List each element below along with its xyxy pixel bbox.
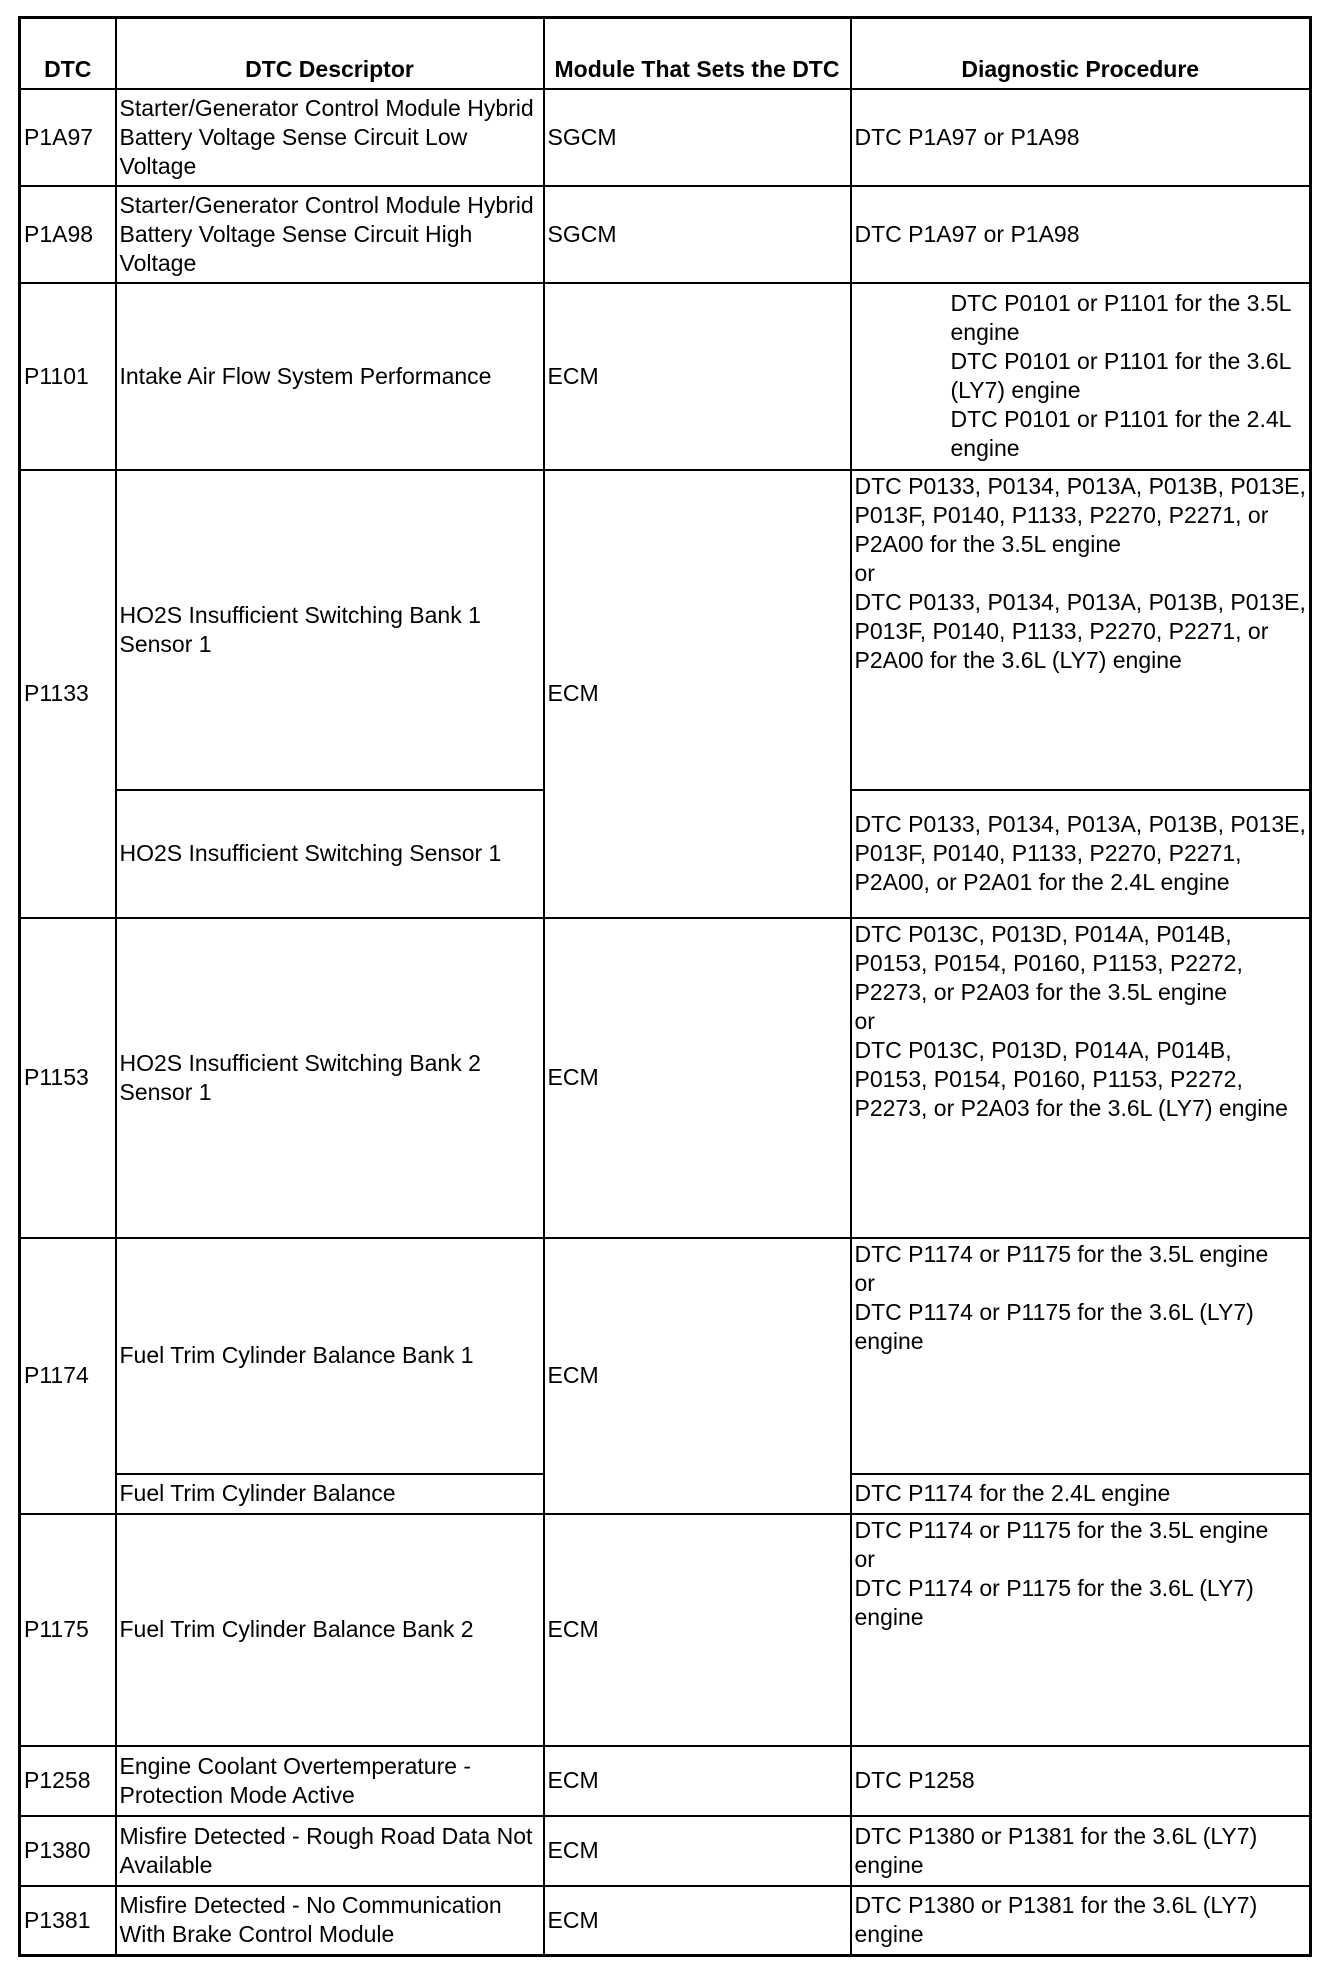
dtc-module: ECM — [544, 1746, 851, 1816]
dtc-module: ECM — [544, 1514, 851, 1746]
procedure-or: or — [854, 1007, 875, 1034]
dtc-code: P1A98 — [20, 186, 116, 283]
procedure-text: DTC P1174 or P1175 for the 3.5L engine — [854, 1516, 1269, 1543]
procedure-or: or — [854, 1269, 875, 1296]
procedure-text: DTC P0133, P0134, P013A, P013B, P013E, P013F, P0140, P1133, P2270, P2271, or P2A00 for the 3.5L engine — [854, 472, 1306, 557]
dtc-code: P1133 — [20, 470, 116, 918]
dtc-descriptor: HO2S Insufficient Switching Sensor 1 — [116, 790, 544, 918]
header-procedure: Diagnostic Procedure — [851, 18, 1311, 89]
table-row — [20, 89, 1311, 186]
dtc-module: ECM — [544, 1816, 851, 1886]
table-row — [20, 1746, 1311, 1816]
dtc-module: ECM — [544, 918, 851, 1238]
procedure-or: or — [854, 559, 875, 586]
dtc-code: P1381 — [20, 1886, 116, 1956]
dtc-procedure — [851, 1238, 1311, 1474]
procedure-text: DTC P1174 or P1175 for the 3.6L (LY7) engine — [854, 1298, 1254, 1354]
dtc-code: P1380 — [20, 1816, 116, 1886]
procedure-text: DTC P0133, P0134, P013A, P013B, P013E, P013F, P0140, P1133, P2270, P2271, or P2A00 for the 3.6L (LY7) engine — [854, 588, 1306, 673]
dtc-descriptor: Starter/Generator Control Module Hybrid Battery Voltage Sense Circuit High Voltage — [116, 186, 544, 283]
dtc-table — [18, 16, 1312, 1957]
procedure-text: DTC P1174 or P1175 for the 3.6L (LY7) engine — [854, 1574, 1254, 1630]
table-row — [20, 283, 1311, 470]
table-row — [20, 470, 1311, 790]
table-row — [20, 1816, 1311, 1886]
dtc-code: P1174 — [20, 1238, 116, 1514]
table-row — [20, 1886, 1311, 1956]
dtc-procedure — [851, 1514, 1311, 1746]
dtc-procedure: DTC P1380 or P1381 for the 3.6L (LY7) engine — [851, 1816, 1311, 1886]
dtc-procedure: DTC P0133, P0134, P013A, P013B, P013E, P013F, P0140, P1133, P2270, P2271, P2A00, or P2A01 for the 2.4L engine — [851, 790, 1311, 918]
dtc-module: SGCM — [544, 186, 851, 283]
dtc-code: P1175 — [20, 1514, 116, 1746]
dtc-procedure: DTC P1A97 or P1A98 — [851, 186, 1311, 283]
dtc-procedure — [851, 918, 1311, 1238]
dtc-procedure: DTC P1380 or P1381 for the 3.6L (LY7) engine — [851, 1886, 1311, 1956]
dtc-module: ECM — [544, 1238, 851, 1514]
procedure-or: or — [854, 1545, 875, 1572]
procedure-item: DTC P0101 or P1101 for the 2.4L engine — [950, 406, 1291, 461]
dtc-descriptor: Intake Air Flow System Performance — [116, 283, 544, 470]
procedure-text: DTC P013C, P013D, P014A, P014B, P0153, P0154, P0160, P1153, P2272, P2273, or P2A03 for the 3.6L (LY7) engine — [854, 1036, 1288, 1121]
dtc-descriptor: Fuel Trim Cylinder Balance — [116, 1474, 544, 1514]
table-row — [20, 1514, 1311, 1746]
procedure-text: DTC P1174 or P1175 for the 3.5L engine — [854, 1240, 1269, 1267]
dtc-procedure: DTC P1A97 or P1A98 — [851, 89, 1311, 186]
dtc-procedure: DTC P1174 for the 2.4L engine — [851, 1474, 1311, 1514]
header-descriptor: DTC Descriptor — [116, 18, 544, 89]
dtc-descriptor: HO2S Insufficient Switching Bank 1 Sensor 1 — [116, 470, 544, 790]
dtc-descriptor: Fuel Trim Cylinder Balance Bank 1 — [116, 1238, 544, 1474]
dtc-descriptor: Misfire Detected - No Communication With Brake Control Module — [116, 1886, 544, 1956]
dtc-procedure — [851, 470, 1311, 790]
table-row — [20, 1238, 1311, 1474]
header-dtc: DTC — [20, 18, 116, 89]
dtc-descriptor: Misfire Detected - Rough Road Data Not Available — [116, 1816, 544, 1886]
dtc-procedure: DTC P1258 — [851, 1746, 1311, 1816]
table-row — [20, 918, 1311, 1238]
dtc-code: P1258 — [20, 1746, 116, 1816]
procedure-item: DTC P0101 or P1101 for the 3.6L (LY7) engine — [950, 348, 1291, 403]
header-row — [20, 18, 1311, 89]
table-row — [20, 186, 1311, 283]
dtc-document — [18, 16, 1310, 1956]
dtc-code: P1A97 — [20, 89, 116, 186]
dtc-module: SGCM — [544, 89, 851, 186]
procedure-item: DTC P0101 or P1101 for the 3.5L engine — [950, 290, 1291, 345]
header-module: Module That Sets the DTC — [544, 18, 851, 89]
dtc-descriptor: Engine Coolant Overtemperature - Protection Mode Active — [116, 1746, 544, 1816]
dtc-procedure — [851, 283, 1311, 470]
dtc-descriptor: HO2S Insufficient Switching Bank 2 Sensor 1 — [116, 918, 544, 1238]
dtc-module: ECM — [544, 1886, 851, 1956]
dtc-code: P1101 — [20, 283, 116, 470]
procedure-text: DTC P013C, P013D, P014A, P014B, P0153, P0154, P0160, P1153, P2272, P2273, or P2A03 for the 3.5L engine — [854, 920, 1243, 1005]
dtc-code: P1153 — [20, 918, 116, 1238]
dtc-module: ECM — [544, 283, 851, 470]
dtc-descriptor: Starter/Generator Control Module Hybrid Battery Voltage Sense Circuit Low Voltage — [116, 89, 544, 186]
dtc-module: ECM — [544, 470, 851, 918]
dtc-descriptor: Fuel Trim Cylinder Balance Bank 2 — [116, 1514, 544, 1746]
